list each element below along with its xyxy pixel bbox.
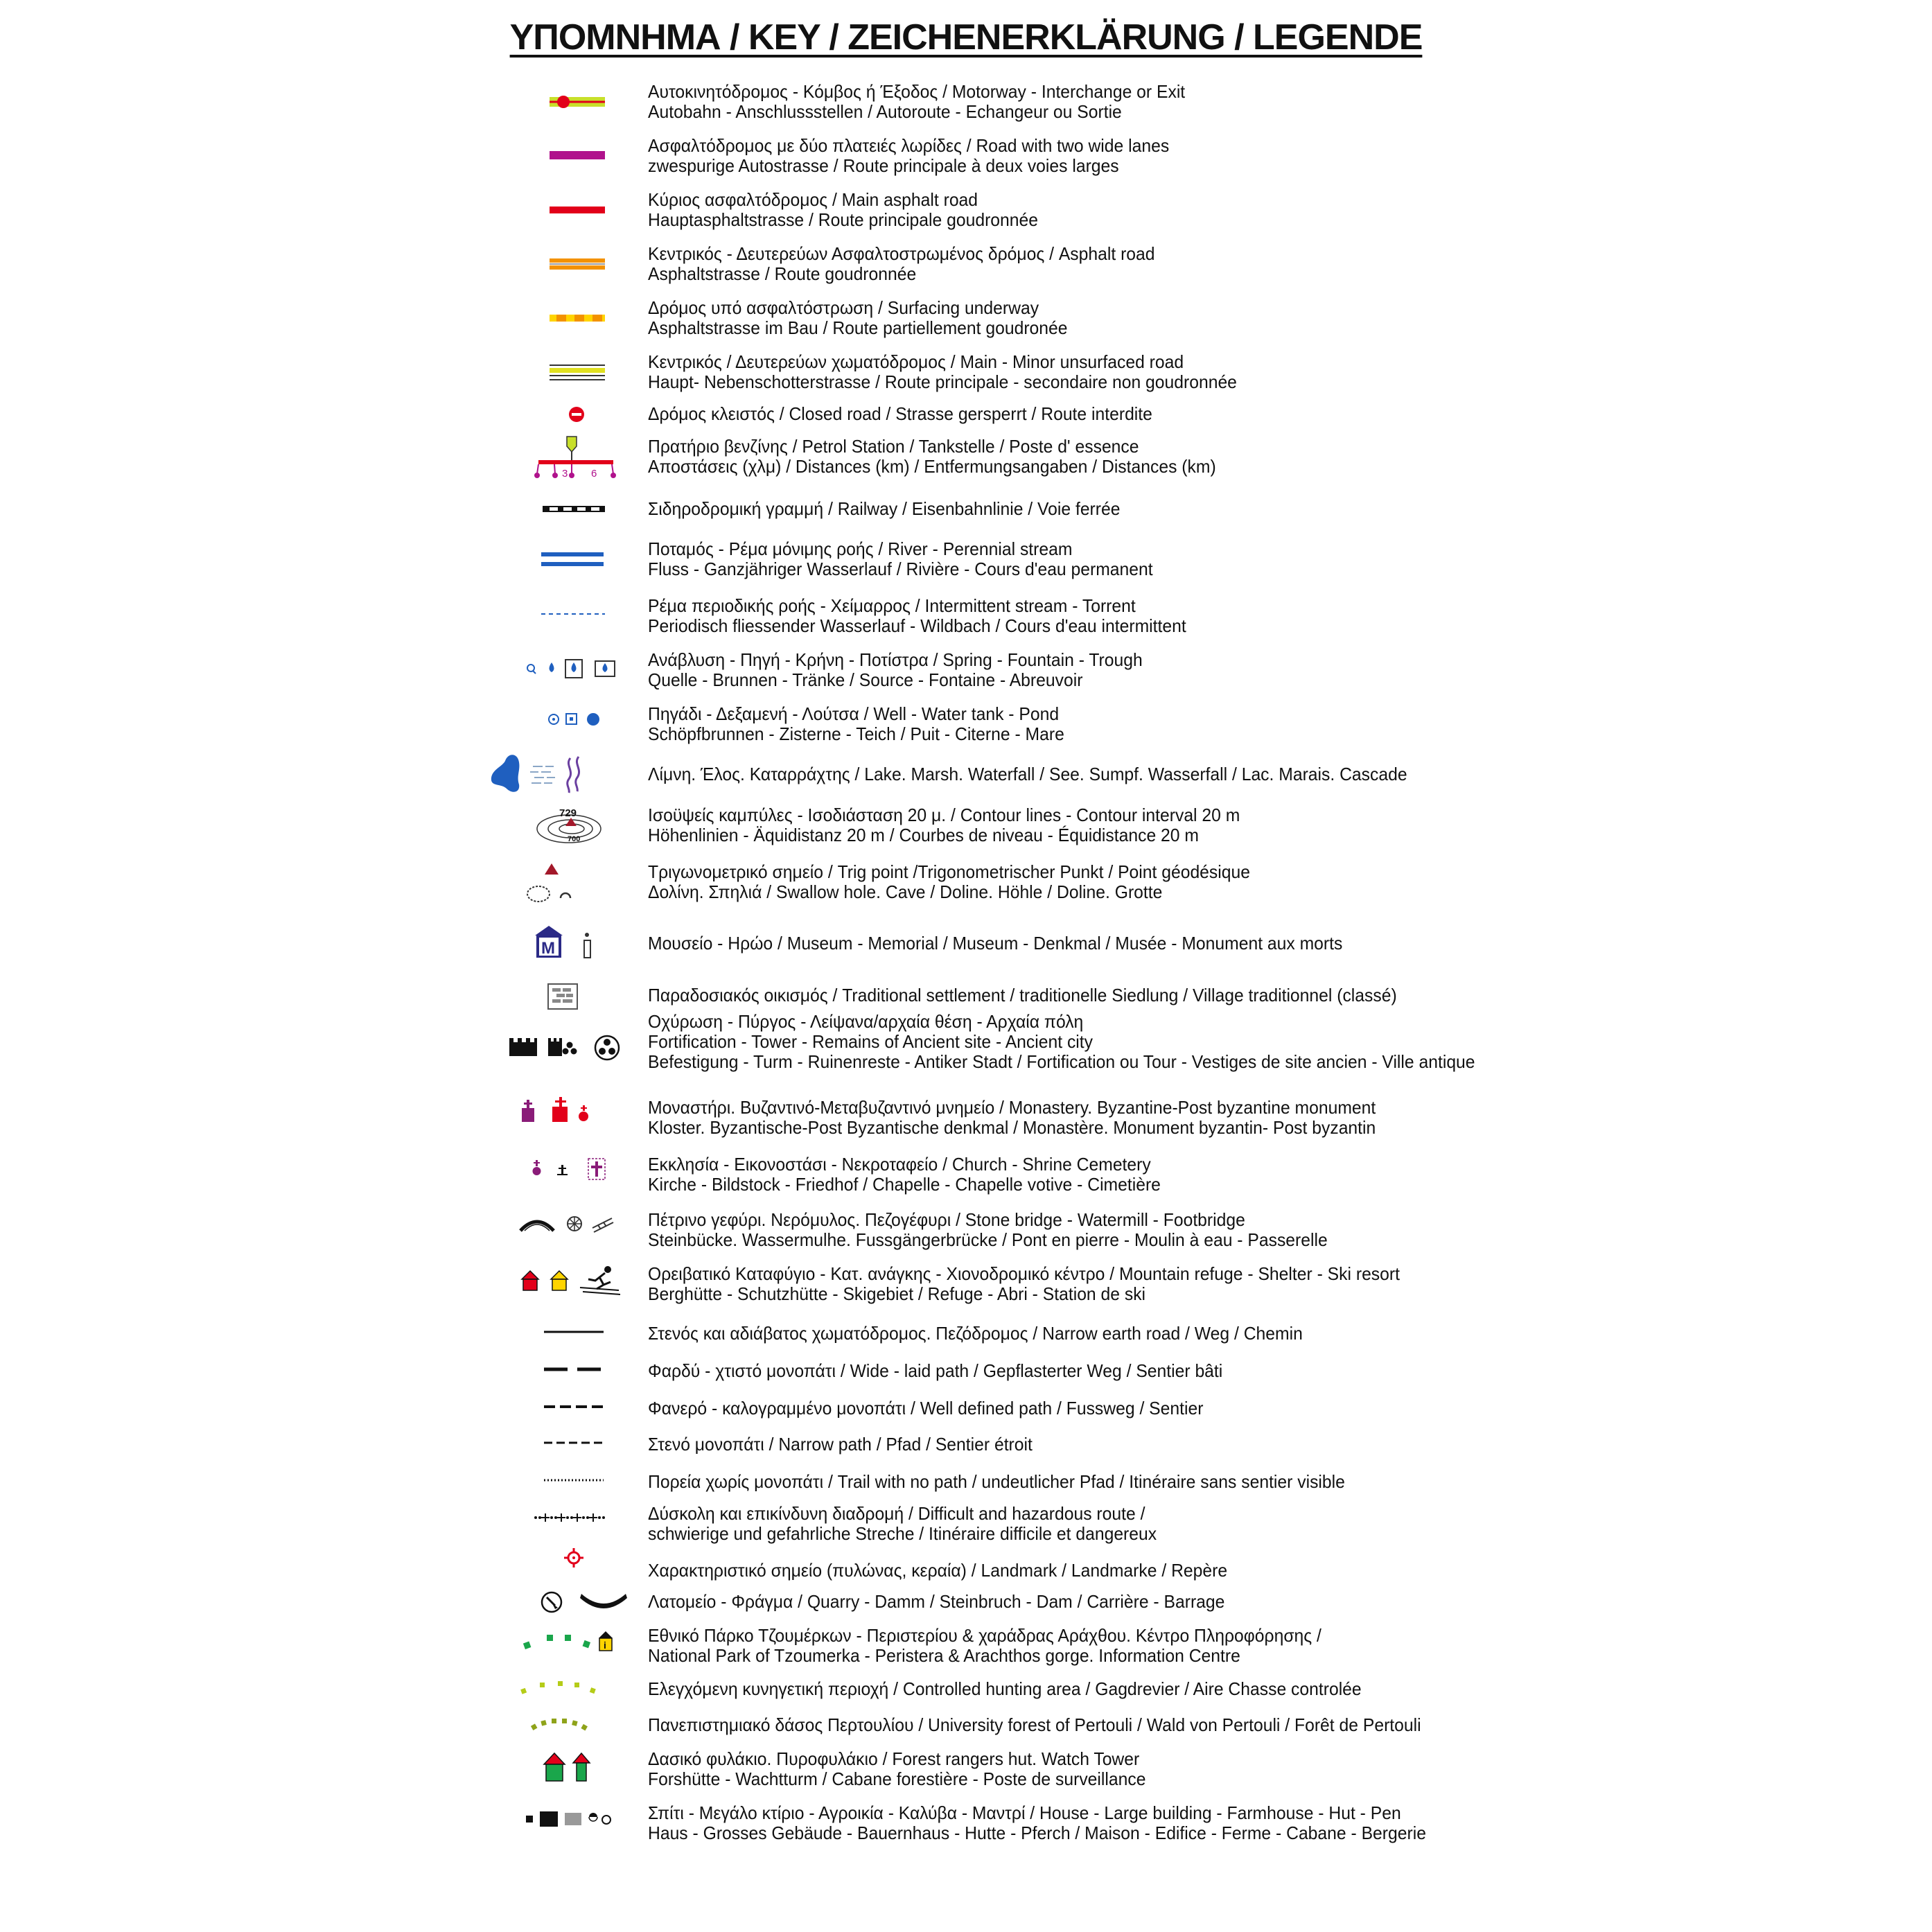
narrow-earth-road-text-line: Στενός και αδιάβατος χωματόδρομος. Πεζόδρομος / Narrow earth road / Weg / Chemin	[648, 1323, 1303, 1344]
unsurfaced-road-icon	[482, 349, 669, 395]
quarry-text-line: Λατομείο - Φράγμα / Quarry - Damm / Steinbruch - Dam / Carrière - Barrage	[648, 1591, 1225, 1612]
legend-item-refuge-shelter-ski	[0, 1261, 1932, 1307]
national-park-text-line: Εθνικό Πάρκο Τζουμέρκων - Περιστερίου & χαράδρας Αράχθου. Κέντρο Πληροφόρησης /	[648, 1625, 1321, 1646]
legend-item-monastery	[0, 1095, 1932, 1141]
intermittent-stream-text-line: Ρέμα περιοδικής ροής - Χείμαρρος / Intermittent stream - Torrent	[648, 595, 1136, 616]
refuge-text-line: Ορειβατικό Καταφύγιο - Κατ. ανάγκης - Χιονοδρομικό κέντρο / Mountain refuge - Shelter - Ski resort	[648, 1263, 1400, 1284]
fortification-tower-ruins-icon	[482, 1010, 669, 1077]
house-text-line: Σπίτι - Μεγάλο κτίριο - Αγροικία - Καλύβα - Μαντρί / House - Large building - Farmhouse - Hut - Pen	[648, 1802, 1401, 1823]
house-text-line: Haus - Grosses Gebäude - Bauernhaus - Hutte - Pferch / Maison - Edifice - Ferme - Cabane - Bergerie	[648, 1823, 1426, 1843]
national-park-text-line: National Park of Tzoumerka - Peristera & Arachthos gorge. Information Centre	[648, 1645, 1240, 1666]
wide-road-text-line: zwespurige Autostrasse / Route principale à deux voies larges	[648, 155, 1119, 176]
museum-memorial-icon	[482, 922, 669, 967]
bridge-watermill-footbridge-icon	[482, 1207, 669, 1253]
museum-letter: M	[541, 939, 555, 958]
refuge-text-line: Berghütte - Schutzhütte - Skigebiet / Refuge - Abri - Station de ski	[648, 1283, 1146, 1304]
church-text-line: Kirche - Bildstock - Friedhof / Chapelle - Chapelle votive - Cimetière	[648, 1174, 1161, 1195]
legend-item-university-forest	[0, 1709, 1932, 1744]
railway-text-line: Σιδηροδρομική γραμμή / Railway / Eisenbahnlinie / Voie ferrée	[648, 498, 1121, 519]
asphalt-road-text-line: Κεντρικός - Δευτερεύων Ασφαλτοστρωμένος δρόμος / Asphalt road	[648, 243, 1155, 264]
bridge-text-line: Πέτρινο γεφύρι. Νερόμυλος. Πεζογέφυρι / Stone bridge - Watermill - Footbridge	[648, 1209, 1245, 1230]
surfacing-road-text-line: Δρόμος υπό ασφαλτόστρωση / Surfacing underway	[648, 297, 1039, 318]
main-road-icon	[482, 187, 669, 233]
unsurfaced-road-text-line: Κεντρικός / Δευτερεύων χωματόδρομος / Main - Minor unsurfaced road	[648, 351, 1184, 372]
legend-item-quarry-dam	[0, 1587, 1932, 1622]
legend-item-well-tank-pond	[0, 701, 1932, 747]
forest-hut-tower-icon	[482, 1746, 669, 1792]
surfacing-road-icon	[482, 295, 669, 341]
legend-item-national-park	[0, 1626, 1932, 1669]
church-text-line: Εκκλησία - Εικονοστάσι - Νεκροταφείο / Church - Shrine Cemetery	[648, 1154, 1151, 1175]
refuge-shelter-ski-icon	[482, 1261, 669, 1307]
contour-lines-icon	[482, 804, 669, 848]
motorway-text-line: Αυτοκινητόδρομος - Κόμβος ή Έξοδος / Motorway - Interchange or Exit	[648, 81, 1186, 102]
legend-item-bridge-watermill	[0, 1207, 1932, 1253]
legend-item-closed-road	[0, 401, 1932, 428]
lake-text-line: Λίμνη. Έλος. Καταρράχτης / Lake. Marsh. Waterfall / See. Sumpf. Wasserfall / Lac. Marais. Cascade	[648, 764, 1407, 784]
museum-text-line: Μουσείο - Ηρώο / Museum - Memorial / Museum - Denkmal / Musée - Monument aux morts	[648, 933, 1343, 954]
closed-road-text-line: Δρόμος κλειστός / Closed road / Strasse gersperrt / Route interdite	[648, 403, 1152, 424]
well-tank-pond-icon	[482, 701, 669, 747]
main-road-text-line: Κύριος ασφαλτόδρομος / Main asphalt road	[648, 189, 978, 210]
bridge-text-line: Steinbücke. Wassermulhe. Fussgängerbrücke / Pont en pierre - Moulin à eau - Passerelle	[648, 1229, 1328, 1250]
legend-item-main-road	[0, 187, 1932, 233]
legend-item-surfacing-road	[0, 295, 1932, 341]
legend-item-narrow-earth-road	[0, 1318, 1932, 1349]
legend-item-petrol-distances	[0, 434, 1932, 484]
spring-fountain-icon	[482, 647, 669, 693]
hazardous-route-text-line: Δύσκολη και επικίνδυνη διαδρομή / Difficult and hazardous route /	[648, 1503, 1145, 1524]
unsurfaced-road-text-line: Haupt- Nebenschotterstrasse / Route principale - secondaire non goudronnée	[648, 371, 1237, 392]
hunting-area-icon	[482, 1673, 669, 1707]
contour-text-line: Ισοϋψείς καμπύλες - Ισοδιάσταση 20 μ. / Contour lines - Contour interval 20 m	[648, 805, 1240, 825]
narrow-earth-road-icon	[482, 1318, 669, 1349]
wide-road-text-line: Ασφαλτόδρομος με δύο πλατειές λωρίδες / Road with two wide lanes	[648, 135, 1170, 156]
national-park-info-icon	[482, 1626, 669, 1669]
legend-item-lake-marsh-waterfall	[0, 748, 1932, 801]
quarry-dam-icon	[482, 1587, 669, 1622]
hazardous-route-text-line: schwierige und gefahrliche Streche / Itinéraire difficile et dangereux	[648, 1523, 1157, 1544]
legend-item-railway	[0, 493, 1932, 524]
legend-item-hunting-area	[0, 1673, 1932, 1707]
wide-path-text-line: Φαρδύ - χτιστό μονοπάτι / Wide - laid path / Gepflasterter Weg / Sentier bâti	[648, 1360, 1223, 1381]
intermittent-stream-text-line: Periodisch fliessender Wasserlauf - Wildbach / Cours d'eau intermittent	[648, 615, 1186, 636]
motorway-text-line: Autobahn - Anschlussstellen / Autoroute - Echangeur ou Sortie	[648, 101, 1122, 122]
trig-text-line: Δολίνη. Σπηλιά / Swallow hole. Cave / Doline. Höhle / Doline. Grotte	[648, 881, 1163, 902]
landmark-text-line: Χαρακτηριστικό σημείο (πυλώνας, κεραία) / Landmark / Landmarke / Repère	[648, 1560, 1228, 1581]
well-text-line: Schöpfbrunnen - Zisterne - Teich / Puit - Citerne - Mare	[648, 723, 1064, 744]
fortification-text-line: Fortification - Tower - Remains of Ancient site - Ancient city	[648, 1031, 1094, 1052]
legend-item-motorway	[0, 79, 1932, 125]
railway-icon	[482, 493, 669, 524]
legend-item-wide-path	[0, 1355, 1932, 1386]
river-text-line: Fluss - Ganzjähriger Wasserlauf / Rivière - Cours d'eau permanent	[648, 559, 1153, 579]
legend-item-landmark	[0, 1544, 1932, 1584]
distance-label: 6	[591, 468, 597, 480]
legend-item-trig-point-doline	[0, 859, 1932, 909]
trail-no-path-icon	[482, 1466, 669, 1497]
settlement-text-line: Παραδοσιακός οικισμός / Traditional settlement / traditionelle Siedlung / Village traditionnel (classé)	[648, 985, 1397, 1005]
legend-item-wide-road	[0, 133, 1932, 179]
legend-item-museum-memorial	[0, 922, 1932, 967]
asphalt-road-icon	[482, 241, 669, 287]
legend-item-spring-fountain	[0, 647, 1932, 693]
fortification-text-line: Οχύρωση - Πύργος - Λείψανα/αρχαία θέση - Αρχαία πόλη	[648, 1011, 1084, 1032]
legend-item-church-shrine-cemetery	[0, 1152, 1932, 1197]
legend-item-unsurfaced-road	[0, 349, 1932, 395]
forest-hut-text-line: Δασικό φυλάκιο. Πυροφυλάκιο / Forest rangers hut. Watch Tower	[648, 1748, 1140, 1769]
hazardous-route-icon	[482, 1504, 669, 1549]
legend-item-forest-hut-tower	[0, 1746, 1932, 1792]
well-text-line: Πηγάδι - Δεξαμενή - Λούτσα / Well - Water tank - Pond	[648, 703, 1060, 724]
trig-text-line: Τριγωνομετρικό σημείο / Trig point /Trigonometrischer Punkt / Point géodésique	[648, 861, 1250, 882]
legend-item-house-building	[0, 1800, 1932, 1846]
legend-item-defined-path	[0, 1393, 1932, 1423]
legend-item-asphalt-road	[0, 241, 1932, 287]
defined-path-icon	[482, 1393, 669, 1423]
spring-text-line: Quelle - Brunnen - Tränke / Source - Fontaine - Abreuvoir	[648, 669, 1083, 690]
university-forest-text-line: Πανεπιστημιακό δάσος Περτουλίου / University forest of Pertouli / Wald von Pertouli / Forêt de Pertouli	[648, 1714, 1421, 1735]
defined-path-text-line: Φανερό - καλογραμμένο μονοπάτι / Well defined path / Fussweg / Sentier	[648, 1398, 1204, 1419]
intermittent-stream-icon	[482, 593, 669, 639]
narrow-path-icon	[482, 1429, 669, 1459]
house-building-farmhouse-icon	[482, 1800, 669, 1846]
trig-point-doline-icon	[482, 859, 669, 909]
petrol-distance-icon	[482, 434, 669, 484]
surfacing-road-text-line: Asphaltstrasse im Bau / Route partiellement goudronée	[648, 317, 1068, 338]
monastery-monument-icon	[482, 1095, 669, 1141]
contour-peak-label: 729	[559, 807, 577, 819]
info-letter: i	[604, 1640, 606, 1651]
church-shrine-cemetery-icon	[482, 1152, 669, 1197]
trail-no-path-text-line: Πορεία χωρίς μονοπάτι / Trail with no path / undeutlicher Pfad / Itinéraire sans sentier visible	[648, 1471, 1345, 1492]
river-icon	[482, 536, 669, 582]
monastery-text-line: Μοναστήρι. Βυζαντινό-Μεταβυζαντινό μνημείο / Monastery. Byzantine-Post byzantine monument	[648, 1097, 1376, 1118]
wide-path-icon	[482, 1355, 669, 1386]
legend-item-fortification	[0, 1010, 1932, 1077]
legend-item-trail-no-path	[0, 1466, 1932, 1497]
spring-text-line: Ανάβλυση - Πηγή - Κρήνη - Ποτίστρα / Spring - Fountain - Trough	[648, 649, 1143, 670]
forest-hut-text-line: Forshütte - Wachtturm / Cabane forestière - Poste de surveillance	[648, 1768, 1146, 1789]
legend-item-river	[0, 536, 1932, 582]
closed-road-icon	[482, 401, 669, 428]
contour-text-line: Höhenlinien - Äquidistanz 20 m / Courbes de niveau - Équidistance 20 m	[648, 825, 1199, 845]
landmark-icon	[482, 1544, 669, 1584]
legend-item-contour-lines	[0, 804, 1932, 848]
petrol-text-line: Αποστάσεις (χλμ) / Distances (km) / Entfermungsangaben / Distances (km)	[648, 456, 1216, 477]
lake-marsh-waterfall-icon	[482, 748, 669, 801]
hunting-text-line: Ελεγχόμενη κυνηγετική περιοχή / Controlled hunting area / Gagdrevier / Aire Chasse controlée	[648, 1678, 1362, 1699]
motorway-icon	[482, 79, 669, 125]
fortification-text-line: Befestigung - Turm - Ruinenreste - Antiker Stadt / Fortification ou Tour - Vestiges de site ancien - Ville antique	[648, 1051, 1475, 1072]
asphalt-road-text-line: Asphaltstrasse / Route goudronnée	[648, 263, 917, 284]
river-text-line: Ποταμός - Ρέμα μόνιμης ροής / River - Perennial stream	[648, 538, 1073, 559]
wide-road-icon	[482, 133, 669, 179]
monastery-text-line: Kloster. Byzantische-Post Byzantische denkmal / Monastère. Monument byzantin- Post byzantin	[648, 1117, 1376, 1138]
university-forest-icon	[482, 1709, 669, 1744]
contour-line-label: 700	[568, 835, 581, 843]
distance-label: 3	[562, 468, 568, 480]
legend-item-intermittent-stream	[0, 593, 1932, 639]
legend-title: ΥΠΟΜΝΗΜΑ / KEY / ZEICHENERKLÄRUNG / LEGENDE	[509, 17, 1423, 58]
legend-item-hazardous-route	[0, 1504, 1932, 1549]
petrol-text-line: Πρατήριο βενζίνης / Petrol Station / Tankstelle / Poste d' essence	[648, 436, 1139, 457]
narrow-path-text-line: Στενό μονοπάτι / Narrow path / Pfad / Sentier étroit	[648, 1434, 1033, 1455]
main-road-text-line: Hauptasphaltstrasse / Route principale goudronnée	[648, 209, 1038, 230]
legend-item-narrow-path	[0, 1429, 1932, 1459]
